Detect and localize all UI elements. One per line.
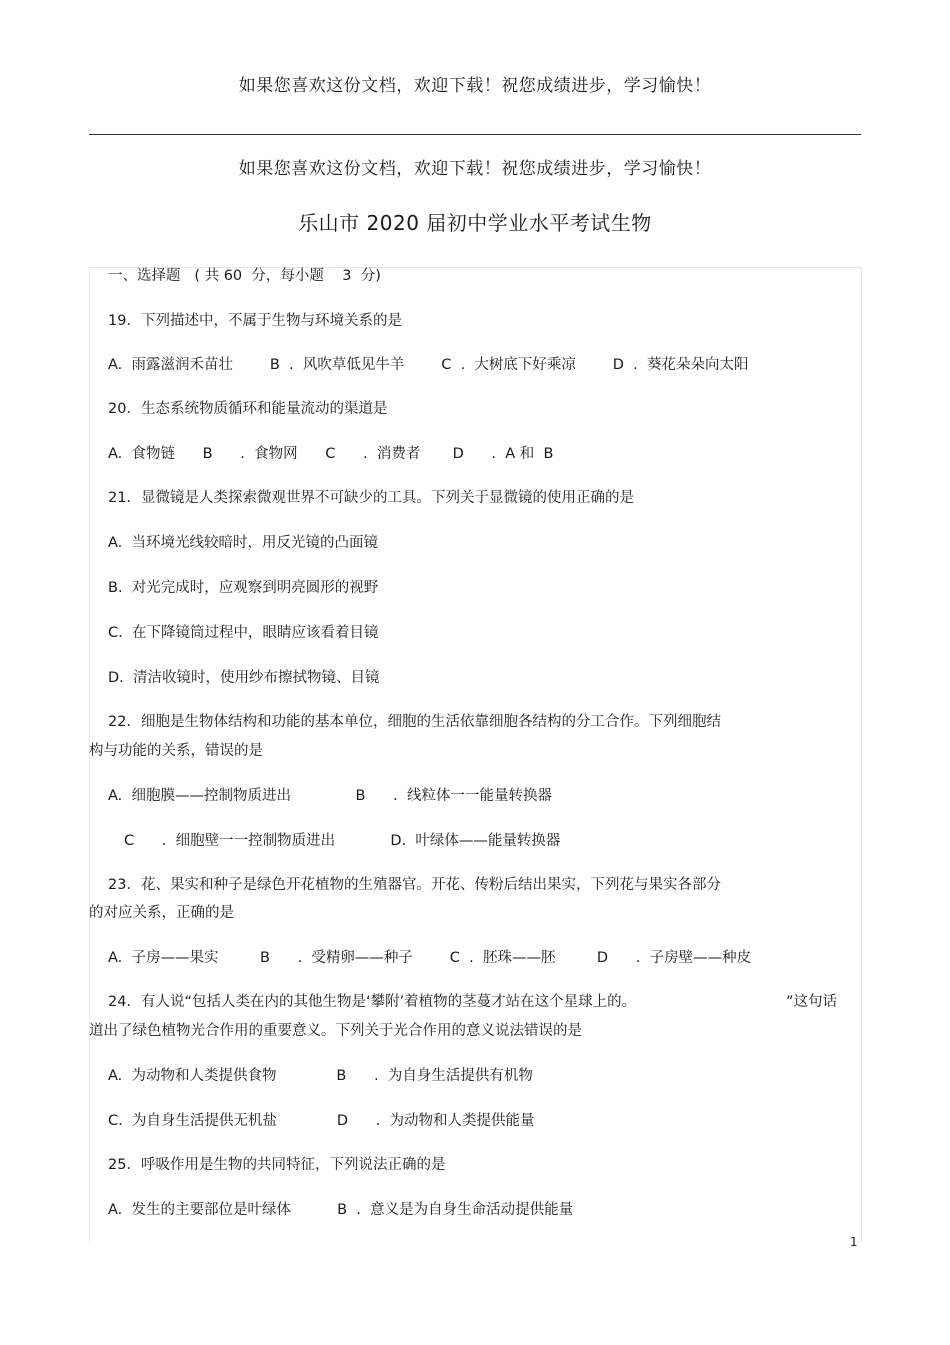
header-banner: 如果您喜欢这份文档，欢迎下载！祝您成绩进步，学习愉快！ bbox=[238, 76, 712, 96]
question-22: 22．细胞是生物体结构和功能的基本单位，细胞的生活依靠细胞各结构的分工合作。下列细胞结 bbox=[108, 714, 721, 730]
question-21: 21．显微镜是人类探索微观世界不可缺少的工具。下列关于显微镜的使用正确的是 bbox=[108, 490, 634, 506]
repeated-banner: 如果您喜欢这份文档，欢迎下载！祝您成绩进步，学习愉快！ bbox=[238, 159, 712, 179]
question-22-options-cd: C . 细胞壁一一控制物质进出 D. 叶绿体——能量转换器 bbox=[124, 833, 561, 849]
question-20-options: A. 食物链 B . 食物网 C . 消费者 D . A 和 B bbox=[108, 446, 554, 462]
question-25-options-ab: A. 发生的主要部位是叶绿体 B . 意义是为自身生命活动提供能量 bbox=[108, 1202, 574, 1218]
question-24-options-cd: C. 为自身生活提供无机盐 D . 为动物和人类提供能量 bbox=[108, 1113, 535, 1129]
question-23: 23．花、果实和种子是绿色开花植物的生殖器官。开花、传粉后结出果实，下列花与果实各部分 bbox=[108, 877, 721, 893]
header-divider bbox=[89, 134, 861, 135]
question-21-option-c: C. 在下降镜筒过程中，眼睛应该看着目镜 bbox=[108, 625, 379, 641]
question-25: 25．呼吸作用是生物的共同特征，下列说法正确的是 bbox=[108, 1157, 446, 1173]
question-23-continued: 的对应关系，正确的是 bbox=[89, 905, 234, 921]
question-21-option-d: D. 清洁收镜时，使用纱布擦拭物镜、目镜 bbox=[108, 670, 380, 686]
question-24: 24．有人说“包括人类在内的其他生物是‘攀附’着植物的茎蔓才站在这个星球上的。 bbox=[108, 994, 637, 1010]
page-number: 1 bbox=[850, 1235, 858, 1249]
question-21-option-b: B. 对光完成时，应观察到明亮圆形的视野 bbox=[108, 580, 379, 596]
question-24-options-ab: A. 为动物和人类提供食物 B . 为自身生活提供有机物 bbox=[108, 1068, 533, 1084]
section-heading: 一、选择题 ( 共 60 分，每小题 3 分) bbox=[108, 268, 381, 284]
question-22-options-ab: A. 细胞膜——控制物质进出 B . 线粒体一一能量转换器 bbox=[108, 788, 552, 804]
question-19: 19．下列描述中，不属于生物与环境关系的是 bbox=[108, 313, 402, 329]
question-24-quote-end: ”这句话 bbox=[786, 994, 838, 1010]
question-19-options: A. 雨露滋润禾苗壮 B . 风吹草低见牛羊 C . 大树底下好乘凉 D . 葵花朵朵向太阳 bbox=[108, 357, 749, 373]
question-24-continued: 道出了绿色植物光合作用的重要意义。下列关于光合作用的意义说法错误的是 bbox=[89, 1023, 582, 1039]
question-23-options: A. 子房——果实 B . 受精卵——种子 C . 胚珠——胚 D . 子房壁——种皮 bbox=[108, 950, 752, 966]
question-22-continued: 构与功能的关系，错误的是 bbox=[89, 743, 263, 759]
question-20: 20．生态系统物质循环和能量流动的渠道是 bbox=[108, 401, 388, 417]
document-title: 乐山市 2020 届初中学业水平考试生物 bbox=[298, 211, 652, 235]
question-21-option-a: A. 当环境光线较暗时，用反光镜的凸面镜 bbox=[108, 535, 378, 551]
